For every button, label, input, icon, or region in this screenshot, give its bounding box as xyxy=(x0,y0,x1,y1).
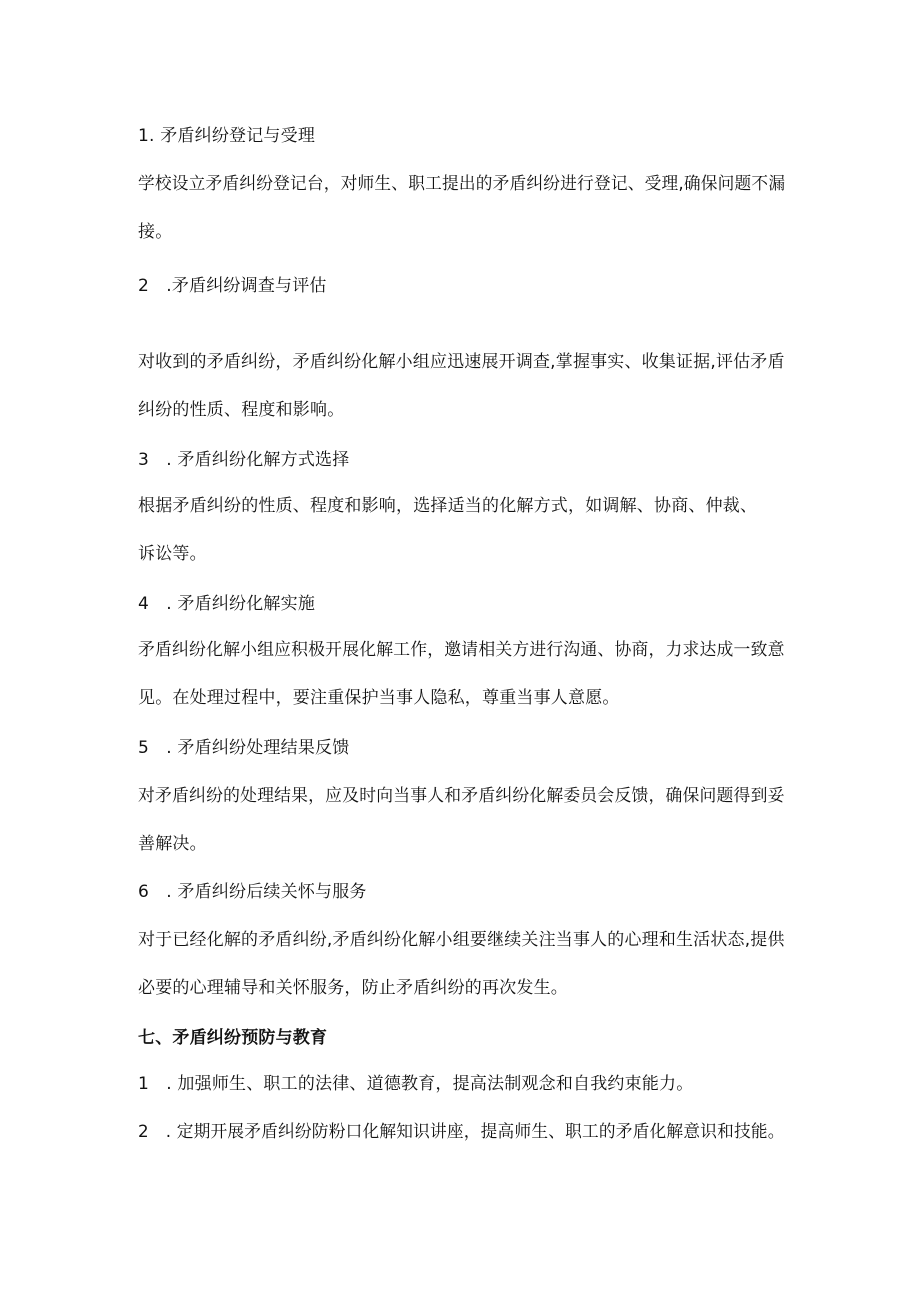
section6-heading: 6 . 矛盾纠纷后续关怀与服务 xyxy=(138,882,367,902)
section6-paragraph-line1: 对于已经化解的矛盾纠纷,矛盾纠纷化解小组要继续关注当事人的心理和生活状态,提供 xyxy=(138,930,785,950)
chapter7-item2: 2 . 定期开展矛盾纠纷防粉口化解知识讲座，提高师生、职工的矛盾化解意识和技能。 xyxy=(138,1122,785,1142)
section2-paragraph-line2: 纠纷的性质、程度和影响。 xyxy=(138,400,345,420)
section6-paragraph-line2: 必要的心理辅导和关怀服务，防止矛盾纠纷的再次发生。 xyxy=(138,978,568,998)
section5-heading: 5 . 矛盾纠纷处理结果反馈 xyxy=(138,738,350,758)
section2-paragraph-line1: 对收到的矛盾纠纷，矛盾纠纷化解小组应迅速展开调查,掌握事实、收集证据,评估矛盾 xyxy=(138,352,785,372)
section1-paragraph-line1: 学校设立矛盾纠纷登记台，对师生、职工提出的矛盾纠纷进行登记、受理,确保问题不漏 xyxy=(138,174,786,194)
section1-heading: 1. 矛盾纠纷登记与受理 xyxy=(138,126,316,146)
section4-paragraph-line2: 见。在处理过程中，要注重保护当事人隐私，尊重当事人意愿。 xyxy=(138,688,620,708)
section2-heading: 2 .矛盾纠纷调查与评估 xyxy=(138,276,327,296)
section4-heading: 4 . 矛盾纠纷化解实施 xyxy=(138,594,316,614)
section5-paragraph-line1: 对矛盾纠纷的处理结果，应及时向当事人和矛盾纠纷化解委员会反馈，确保问题得到妥 xyxy=(138,786,785,806)
section3-paragraph-line1: 根据矛盾纠纷的性质、程度和影响，选择适当的化解方式，如调解、协商、仲裁、 xyxy=(138,496,758,516)
section1-paragraph-line2: 接。 xyxy=(138,222,173,242)
chapter7-item1: 1 . 加强师生、职工的法律、道德教育，提高法制观念和自我约束能力。 xyxy=(138,1074,694,1094)
section4-paragraph-line1: 矛盾纠纷化解小组应积极开展化解工作，邀请相关方进行沟通、协商，力求达成一致意 xyxy=(138,640,785,660)
section5-paragraph-line2: 善解决。 xyxy=(138,834,207,854)
chapter7-heading: 七、矛盾纠纷预防与教育 xyxy=(138,1028,328,1048)
section3-paragraph-line2: 诉讼等。 xyxy=(138,544,207,564)
section3-heading: 3 . 矛盾纠纷化解方式选择 xyxy=(138,450,350,470)
